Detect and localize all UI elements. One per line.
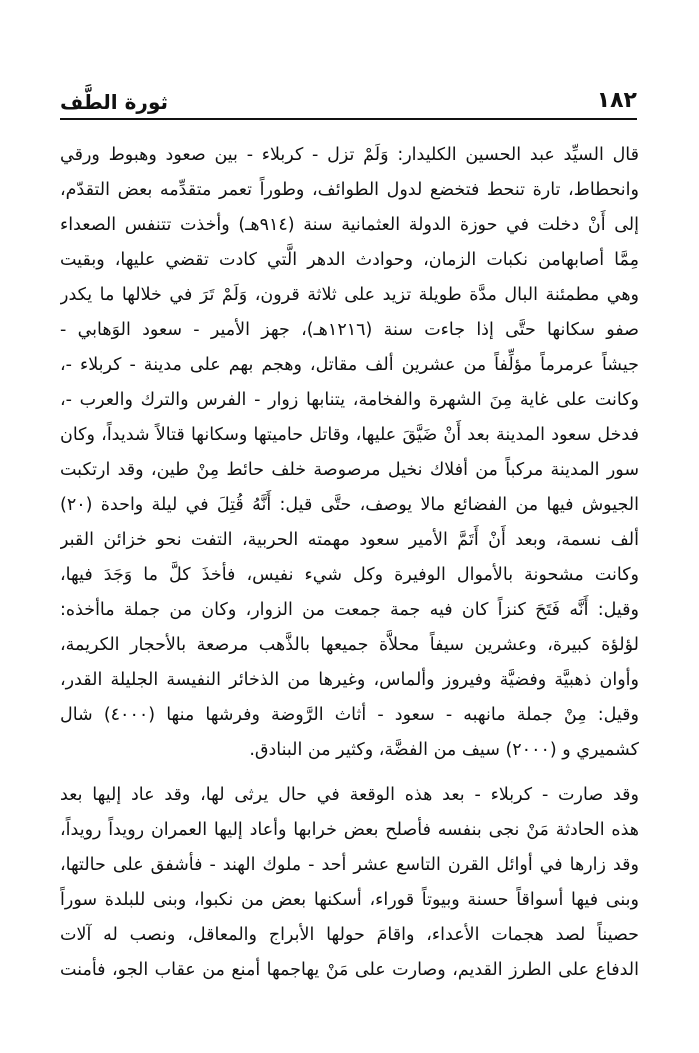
text-line: قال السيِّد عبد الحسين الكليدار: وَلَمْ تزل - كربلاء - بين صعود وهبوط ورقي [60,145,639,165]
text-line: وكانت على غاية مِنَ الشهرة والفخامة، يتنابها زوار - الفرس والترك والعرب -، [60,390,639,410]
text-line: هذه الحادثة مَنْ نجى بنفسه فأصلح بعض خرابها وأعاد إليها العمران رويداً رويداً، [60,820,639,840]
text-line: فدخل سعود المدينة بعد أَنْ ضَيَّقَ عليها، وقاتل حاميتها وسكانها قتالاً شديداً، وكان [60,425,639,445]
text-line: كشميري و (٢٠٠٠) سيف من الفضَّة، وكثير من البنادق. [249,740,639,760]
text-line: جيشاً عرمرماً مؤلِّفاً من عشرين ألف مقاتل، وهجم بهم على مدينة - كربلاء -، [60,355,639,375]
text-line: الدفاع على الطرز القديم، وصارت على مَنْ يهاجمها أمنع من عقاب الجو، فأمنت [60,960,639,980]
text-line: وكانت مشحونة بالأموال الوفيرة وكل شيء نفيس، فأخذَ كلَّ ما وَجَدَ فيها، [60,565,639,585]
text-line: مِمَّا أصابهامن نكبات الزمان، وحوادث الدهر الَّتي كادت تقضي عليها، وبقيت [60,250,639,270]
text-line: وقيل: أَنَّه فَتَحَ كنزاً كان فيه جمة جمعت من الزوار، وكان من جملة ماأخذه: [60,600,639,620]
text-line: وانحطاط، تارة تنحط فتخضع لدول الطوائف، وطوراً تعمر متقدِّمه بعض التقدّم، [60,180,639,200]
text-line: الجيوش فيها من الفضائع مالا يوصف، حتَّى قيل: أَنَّهُ قُتِلَ في ليلة واحدة (٢٠) [60,495,639,515]
text-line: لؤلؤة كبيرة، وعشرين سيفاً محلاَّة جميعها بالذَّهب مرصعة بالأحجار الكريمة، [60,635,639,655]
body-text [60,138,639,988]
text-line: إلى أَنْ دخلت في حوزة الدولة العثمانية سنة (٩١٤هـ) وأخذت تتنفس الصعداء [60,215,639,235]
text-line: وبنى فيها أسواقاً حسنة وبيوتاً قوراء، أسكنها بعض من نكبوا، وبنى للبلدة سوراً [60,890,639,910]
running-title: ثورة الطَّف [60,90,168,114]
page-header [60,78,637,120]
text-line: سور المدينة مركباً من أفلاك نخيل مرصوصة خلف حائط مِنْ طين، وقد ارتكبت [60,460,639,480]
text-line: وهي مطمئنة البال مدَّة طويلة تزيد على ثلاثة قرون، وَلَمْ تَرَ في خلالها ما يكدر [60,285,639,305]
text-line: حصيناً لصد هجمات الأعداء، واقامَ حولها الأبراج والمعاقل، ونصب له آلات [60,925,639,945]
text-line: وقد صارت - كربلاء - بعد هذه الوقعة في حال يرثى لها، وقد عاد إليها بعد [60,785,639,805]
text-line: وأوان ذهبيَّة وفضيَّة وفيروز وألماس، وغيرها من الذخائر النفيسة الجليلة القدر، [60,670,639,690]
paragraph-2 [60,778,639,988]
paragraph-1 [60,138,639,768]
text-line: صفو سكانها حتَّى إذا جاءت سنة (١٢١٦هـ)، جهز الأمير - سعود الوَهابي - [60,320,639,340]
page-number: ١٨٢ [596,88,637,113]
text-line: ألف نسمة، وبعد أَنْ أَتَمَّ الأمير سعود مهمته الحربية، التفت نحو خزائن القبر [60,530,639,550]
text-line: وقد زارها في أوائل القرن التاسع عشر أحد - ملوك الهند - فأشفق على حالتها، [60,855,639,875]
text-line: وقيل: مِنْ جملة مانهبه - سعود - أثاث الرَّوضة وفرشها منها (٤٠٠٠) شال [60,705,639,725]
